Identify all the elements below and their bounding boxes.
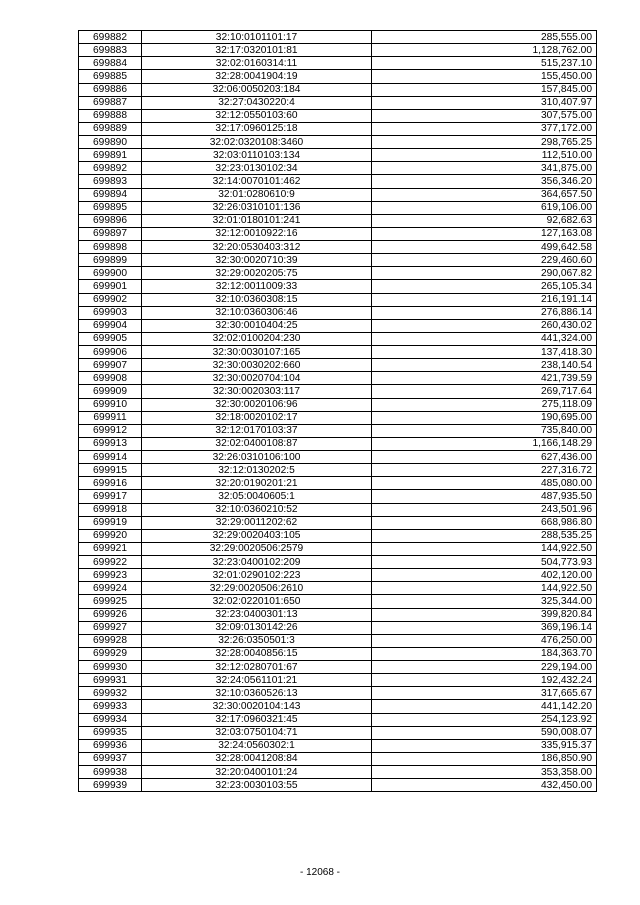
record-id-cell: 699886 — [79, 83, 142, 96]
record-id-cell: 699924 — [79, 582, 142, 595]
table-row — [79, 31, 597, 44]
record-id-cell: 699903 — [79, 306, 142, 319]
amount-cell: 432,450.00 — [372, 779, 597, 792]
amount-cell: 137,418.30 — [372, 346, 597, 359]
amount-cell: 317,665.67 — [372, 687, 597, 700]
cadastral-number-cell: 32:20:0400101:24 — [142, 766, 372, 779]
record-id-cell: 699922 — [79, 556, 142, 569]
cadastral-number-cell: 32:12:0010922:16 — [142, 227, 372, 240]
amount-cell: 627,436.00 — [372, 451, 597, 464]
amount-cell: 421,739.59 — [372, 372, 597, 385]
amount-cell: 590,008.07 — [372, 726, 597, 739]
record-id-cell: 699901 — [79, 280, 142, 293]
cadastral-number-cell: 32:17:0320101:81 — [142, 44, 372, 57]
table-row — [79, 70, 597, 83]
record-id-cell: 699912 — [79, 424, 142, 437]
record-id-cell: 699889 — [79, 122, 142, 135]
table-row — [79, 96, 597, 109]
table-row — [79, 608, 597, 621]
table-row — [79, 752, 597, 765]
record-id-cell: 699904 — [79, 319, 142, 332]
amount-cell: 369,196.14 — [372, 621, 597, 634]
cadastral-number-cell: 32:30:0010404:25 — [142, 319, 372, 332]
record-id-cell: 699931 — [79, 674, 142, 687]
cadastral-number-cell: 32:12:0011009:33 — [142, 280, 372, 293]
cadastral-number-cell: 32:10:0360306:46 — [142, 306, 372, 319]
cadastral-number-cell: 32:03:0110103:134 — [142, 149, 372, 162]
table-row — [79, 477, 597, 490]
amount-cell: 227,316.72 — [372, 464, 597, 477]
record-id-cell: 699910 — [79, 398, 142, 411]
record-id-cell: 699902 — [79, 293, 142, 306]
record-id-cell: 699928 — [79, 634, 142, 647]
table-row — [79, 726, 597, 739]
record-id-cell: 699890 — [79, 136, 142, 149]
amount-cell: 1,166,148.29 — [372, 437, 597, 450]
record-id-cell: 699899 — [79, 254, 142, 267]
table-row — [79, 162, 597, 175]
record-id-cell: 699883 — [79, 44, 142, 57]
record-id-cell: 699914 — [79, 451, 142, 464]
amount-cell: 377,172.00 — [372, 122, 597, 135]
amount-cell: 192,432.24 — [372, 674, 597, 687]
table-row — [79, 83, 597, 96]
amount-cell: 276,886.14 — [372, 306, 597, 319]
amount-cell: 619,106.00 — [372, 201, 597, 214]
table-row — [79, 634, 597, 647]
table-row — [79, 57, 597, 70]
amount-cell: 668,986.80 — [372, 516, 597, 529]
cadastral-number-cell: 32:30:0020704:104 — [142, 372, 372, 385]
cadastral-number-cell: 32:06:0050203:184 — [142, 83, 372, 96]
table-row — [79, 766, 597, 779]
record-id-cell: 699887 — [79, 96, 142, 109]
amount-cell: 144,922.50 — [372, 582, 597, 595]
amount-cell: 485,080.00 — [372, 477, 597, 490]
amount-cell: 229,460.60 — [372, 254, 597, 267]
cadastral-number-cell: 32:28:0041904:19 — [142, 70, 372, 83]
cadastral-number-cell: 32:10:0360308:15 — [142, 293, 372, 306]
record-id-cell: 699939 — [79, 779, 142, 792]
table-row — [79, 227, 597, 240]
amount-cell: 186,850.90 — [372, 752, 597, 765]
table-row — [79, 241, 597, 254]
record-id-cell: 699892 — [79, 162, 142, 175]
amount-cell: 285,555.00 — [372, 31, 597, 44]
amount-cell: 290,067.82 — [372, 267, 597, 280]
amount-cell: 190,695.00 — [372, 411, 597, 424]
table-row — [79, 464, 597, 477]
cadastral-number-cell: 32:17:0960125:18 — [142, 122, 372, 135]
record-id-cell: 699919 — [79, 516, 142, 529]
table-row — [79, 332, 597, 345]
cadastral-number-cell: 32:01:0290102:223 — [142, 569, 372, 582]
cadastral-number-cell: 32:02:0320108:3460 — [142, 136, 372, 149]
record-id-cell: 699909 — [79, 385, 142, 398]
record-id-cell: 699891 — [79, 149, 142, 162]
record-id-cell: 699933 — [79, 700, 142, 713]
record-id-cell: 699896 — [79, 214, 142, 227]
table-row — [79, 201, 597, 214]
record-id-cell: 699897 — [79, 227, 142, 240]
cadastral-number-cell: 32:05:0040605:1 — [142, 490, 372, 503]
cadastral-number-cell: 32:09:0130142:26 — [142, 621, 372, 634]
amount-cell: 288,535.25 — [372, 529, 597, 542]
record-id-cell: 699884 — [79, 57, 142, 70]
amount-cell: 325,344.00 — [372, 595, 597, 608]
cadastral-number-cell: 32:26:0310106:100 — [142, 451, 372, 464]
cadastral-number-cell: 32:01:0180101:241 — [142, 214, 372, 227]
cadastral-number-cell: 32:24:0561101:21 — [142, 674, 372, 687]
table-row — [79, 372, 597, 385]
amount-cell: 364,657.50 — [372, 188, 597, 201]
table-row — [79, 398, 597, 411]
cadastral-number-cell: 32:28:0041208:84 — [142, 752, 372, 765]
cadastral-number-cell: 32:28:0040856:15 — [142, 647, 372, 660]
record-id-cell: 699916 — [79, 477, 142, 490]
amount-cell: 157,845.00 — [372, 83, 597, 96]
amount-cell: 504,773.93 — [372, 556, 597, 569]
table-row — [79, 451, 597, 464]
table-row — [79, 621, 597, 634]
record-id-cell: 699906 — [79, 346, 142, 359]
amount-cell: 515,237.10 — [372, 57, 597, 70]
record-id-cell: 699932 — [79, 687, 142, 700]
amount-cell: 476,250.00 — [372, 634, 597, 647]
records-table-body — [79, 31, 597, 792]
record-id-cell: 699927 — [79, 621, 142, 634]
cadastral-number-cell: 32:23:0030103:55 — [142, 779, 372, 792]
amount-cell: 243,501.96 — [372, 503, 597, 516]
record-id-cell: 699900 — [79, 267, 142, 280]
table-row — [79, 44, 597, 57]
record-id-cell: 699894 — [79, 188, 142, 201]
cadastral-number-cell: 32:10:0360526:13 — [142, 687, 372, 700]
table-row — [79, 149, 597, 162]
amount-cell: 298,765.25 — [372, 136, 597, 149]
records-table — [78, 30, 597, 792]
cadastral-number-cell: 32:12:0550103:60 — [142, 109, 372, 122]
record-id-cell: 699893 — [79, 175, 142, 188]
cadastral-number-cell: 32:20:0190201:21 — [142, 477, 372, 490]
record-id-cell: 699938 — [79, 766, 142, 779]
table-row — [79, 136, 597, 149]
table-row — [79, 122, 597, 135]
cadastral-number-cell: 32:18:0020102:17 — [142, 411, 372, 424]
amount-cell: 269,717.64 — [372, 385, 597, 398]
table-row — [79, 687, 597, 700]
cadastral-number-cell: 32:14:0070101:462 — [142, 175, 372, 188]
table-row — [79, 542, 597, 555]
cadastral-number-cell: 32:02:0400108:87 — [142, 437, 372, 450]
amount-cell: 275,118.09 — [372, 398, 597, 411]
record-id-cell: 699920 — [79, 529, 142, 542]
cadastral-number-cell: 32:30:0020710:39 — [142, 254, 372, 267]
table-row — [79, 661, 597, 674]
record-id-cell: 699929 — [79, 647, 142, 660]
record-id-cell: 699934 — [79, 713, 142, 726]
table-row — [79, 293, 597, 306]
cadastral-number-cell: 32:01:0280610:9 — [142, 188, 372, 201]
table-row — [79, 267, 597, 280]
cadastral-number-cell: 32:10:0360210:52 — [142, 503, 372, 516]
cadastral-number-cell: 32:02:0160314:11 — [142, 57, 372, 70]
record-id-cell: 699895 — [79, 201, 142, 214]
table-row — [79, 109, 597, 122]
cadastral-number-cell: 32:29:0020506:2610 — [142, 582, 372, 595]
table-row — [79, 306, 597, 319]
table-row — [79, 188, 597, 201]
table-row — [79, 739, 597, 752]
amount-cell: 399,820.84 — [372, 608, 597, 621]
cadastral-number-cell: 32:29:0011202:62 — [142, 516, 372, 529]
record-id-cell: 699913 — [79, 437, 142, 450]
amount-cell: 127,163.08 — [372, 227, 597, 240]
amount-cell: 260,430.02 — [372, 319, 597, 332]
amount-cell: 1,128,762.00 — [372, 44, 597, 57]
table-row — [79, 319, 597, 332]
amount-cell: 499,642.58 — [372, 241, 597, 254]
cadastral-number-cell: 32:12:0170103:37 — [142, 424, 372, 437]
table-row — [79, 359, 597, 372]
cadastral-number-cell: 32:20:0530403:312 — [142, 241, 372, 254]
table-row — [79, 569, 597, 582]
cadastral-number-cell: 32:29:0020403:105 — [142, 529, 372, 542]
table-row — [79, 556, 597, 569]
cadastral-number-cell: 32:26:0350501:3 — [142, 634, 372, 647]
record-id-cell: 699935 — [79, 726, 142, 739]
page-number: - 12068 - — [299, 867, 341, 878]
amount-cell: 735,840.00 — [372, 424, 597, 437]
amount-cell: 402,120.00 — [372, 569, 597, 582]
table-row — [79, 411, 597, 424]
cadastral-number-cell: 32:23:0400301:13 — [142, 608, 372, 621]
table-row — [79, 516, 597, 529]
record-id-cell: 699918 — [79, 503, 142, 516]
record-id-cell: 699907 — [79, 359, 142, 372]
table-row — [79, 700, 597, 713]
record-id-cell: 699921 — [79, 542, 142, 555]
cadastral-number-cell: 32:26:0310101:136 — [142, 201, 372, 214]
amount-cell: 341,875.00 — [372, 162, 597, 175]
amount-cell: 184,363.70 — [372, 647, 597, 660]
amount-cell: 487,935.50 — [372, 490, 597, 503]
amount-cell: 155,450.00 — [372, 70, 597, 83]
table-row — [79, 385, 597, 398]
record-id-cell: 699911 — [79, 411, 142, 424]
table-row — [79, 529, 597, 542]
record-id-cell: 699905 — [79, 332, 142, 345]
record-id-cell: 699882 — [79, 31, 142, 44]
cadastral-number-cell: 32:23:0400102:209 — [142, 556, 372, 569]
record-id-cell: 699888 — [79, 109, 142, 122]
amount-cell: 254,123.92 — [372, 713, 597, 726]
record-id-cell: 699936 — [79, 739, 142, 752]
record-id-cell: 699898 — [79, 241, 142, 254]
amount-cell: 238,140.54 — [372, 359, 597, 372]
record-id-cell: 699923 — [79, 569, 142, 582]
table-row — [79, 214, 597, 227]
cadastral-number-cell: 32:30:0020106:96 — [142, 398, 372, 411]
cadastral-number-cell: 32:03:0750104:71 — [142, 726, 372, 739]
cadastral-number-cell: 32:02:0100204:230 — [142, 332, 372, 345]
cadastral-number-cell: 32:23:0130102:34 — [142, 162, 372, 175]
cadastral-number-cell: 32:30:0020104:143 — [142, 700, 372, 713]
amount-cell: 441,324.00 — [372, 332, 597, 345]
cadastral-number-cell: 32:12:0130202:5 — [142, 464, 372, 477]
amount-cell: 356,346.20 — [372, 175, 597, 188]
table-row — [79, 490, 597, 503]
amount-cell: 353,358.00 — [372, 766, 597, 779]
amount-cell: 112,510.00 — [372, 149, 597, 162]
record-id-cell: 699908 — [79, 372, 142, 385]
record-id-cell: 699917 — [79, 490, 142, 503]
record-id-cell: 699885 — [79, 70, 142, 83]
amount-cell: 92,682.63 — [372, 214, 597, 227]
cadastral-number-cell: 32:30:0030107:165 — [142, 346, 372, 359]
table-row — [79, 280, 597, 293]
cadastral-number-cell: 32:12:0280701:67 — [142, 661, 372, 674]
amount-cell: 307,575.00 — [372, 109, 597, 122]
cadastral-number-cell: 32:02:0220101:650 — [142, 595, 372, 608]
amount-cell: 265,105.34 — [372, 280, 597, 293]
table-row — [79, 713, 597, 726]
record-id-cell: 699930 — [79, 661, 142, 674]
table-row — [79, 503, 597, 516]
cadastral-number-cell: 32:17:0960321:45 — [142, 713, 372, 726]
record-id-cell: 699915 — [79, 464, 142, 477]
table-row — [79, 779, 597, 792]
table-row — [79, 424, 597, 437]
amount-cell: 144,922.50 — [372, 542, 597, 555]
amount-cell: 229,194.00 — [372, 661, 597, 674]
table-row — [79, 346, 597, 359]
record-id-cell: 699926 — [79, 608, 142, 621]
cadastral-number-cell: 32:30:0030202:660 — [142, 359, 372, 372]
table-row — [79, 254, 597, 267]
cadastral-number-cell: 32:29:0020205:75 — [142, 267, 372, 280]
table-row — [79, 175, 597, 188]
table-row — [79, 674, 597, 687]
cadastral-number-cell: 32:29:0020506:2579 — [142, 542, 372, 555]
amount-cell: 335,915.37 — [372, 739, 597, 752]
cadastral-number-cell: 32:10:0101101:17 — [142, 31, 372, 44]
record-id-cell: 699925 — [79, 595, 142, 608]
table-row — [79, 437, 597, 450]
record-id-cell: 699937 — [79, 752, 142, 765]
amount-cell: 441,142.20 — [372, 700, 597, 713]
cadastral-number-cell: 32:24:0560302:1 — [142, 739, 372, 752]
amount-cell: 310,407.97 — [372, 96, 597, 109]
cadastral-number-cell: 32:30:0020303:117 — [142, 385, 372, 398]
table-row — [79, 647, 597, 660]
cadastral-number-cell: 32:27:0430220:4 — [142, 96, 372, 109]
table-row — [79, 595, 597, 608]
amount-cell: 216,191.14 — [372, 293, 597, 306]
table-row — [79, 582, 597, 595]
